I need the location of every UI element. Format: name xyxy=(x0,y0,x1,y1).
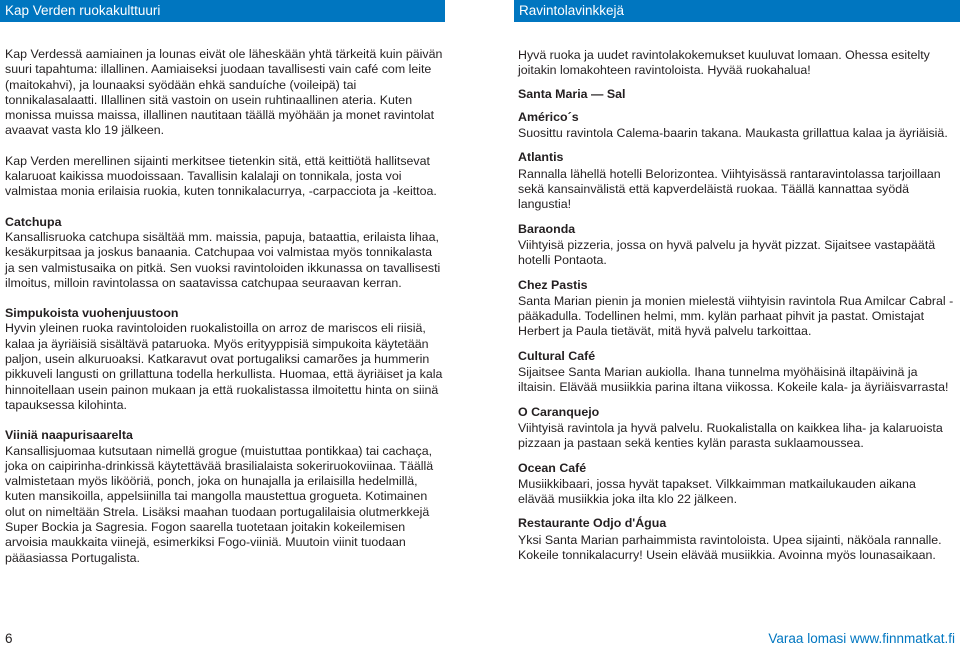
restaurant-description: Musiikkibaari, jossa hyvät tapakset. Vilkkaimman matkailukauden aikana elävää musiikkia joka ilta klo 22 jälkeen. xyxy=(518,476,916,507)
restaurant-name: Atlantis xyxy=(518,150,564,165)
catchupa-section xyxy=(5,215,445,291)
section-header-restaurant-tips: Ravintolavinkkejä xyxy=(514,0,960,22)
restaurant-description: Viihtyisä ravintola ja hyvä palvelu. Ruokalistalla on kaikkea liha- ja kalaruoista pizzaan ja pastaan sekä kenties kylän parasta suklaamoussea. xyxy=(518,420,943,451)
right-body xyxy=(514,22,954,563)
restaurant-description: Suosittu ravintola Calema-baarin takana. Maukasta grillattua kalaa ja äyriäisiä. xyxy=(518,126,948,141)
restaurant-name: Cultural Café xyxy=(518,348,596,363)
restaurant-description: Viihtyisä pizzeria, jossa on hyvä palvelu ja hyvät pizzat. Sijaitsee vastapäätä hotelli Pontaota. xyxy=(518,237,936,268)
restaurant-name: Baraonda xyxy=(518,221,576,236)
left-column xyxy=(0,0,445,581)
restaurant-description: Rannalla lähellä hotelli Belorizontea. Viihtyisässä rantaravintolassa tarjoillaan sekä kansainvälistä että kapverdeläistä ruokaa. Täällä kannattaa syödä langustia! xyxy=(518,166,941,212)
seafood-section xyxy=(5,306,445,413)
location-paragraph: Kap Verden merellinen sijainti merkitsee tietenkin sitä, että keittiötä hallitsevat kalaruoat kaikissa muodoissaan. Tavallisin kalalaji on tonnikala, josta voi valmistaa monia erilaisia ruokia, kuten tonnikalacurrya, -carpacciota ja -keittoa. xyxy=(5,153,437,199)
restaurant-name: Restaurante Odjo d'Água xyxy=(518,516,667,531)
catchupa-heading: Catchupa xyxy=(5,214,62,229)
section-header-food-culture: Kap Verden ruokakulttuuri xyxy=(0,0,445,22)
restaurant-description: Yksi Santa Marian parhaimmista ravintoloista. Upea sijainti, näköala rannalle. Kokeile tonnikalacurry! Usein elävää musiikkia. Avoinna myös lounasaikaan. xyxy=(518,532,942,563)
restaurant-entry xyxy=(518,278,954,340)
restaurant-entry xyxy=(518,461,954,508)
left-body xyxy=(0,22,445,566)
right-column xyxy=(514,0,960,563)
restaurant-entry xyxy=(518,405,954,452)
seafood-paragraph: Hyvin yleinen ruoka ravintoloiden ruokalistoilla on arroz de mariscos eli riisiä, kalaa ja äyriäisiä sisältävä pataruoka. Myös erityyppisiä simpukoita käytetään paljon, usein alkuruoaksi. Katkaravut ovat portugaliksi camarões ja hummerin pikkuveli langusti on grillattuna todella herkullista. Huomaa, että äyriäiset ja kala hinnoitellaan usein painon mukaan ja että ruokalistassa ilmoitettu hinta on siinä tapauksessa kilohinta. xyxy=(5,321,443,412)
restaurant-name: O Caranquejo xyxy=(518,404,600,419)
restaurant-name: Chez Pastis xyxy=(518,277,588,292)
page-number: 6 xyxy=(5,631,13,646)
restaurant-entry xyxy=(518,349,954,396)
booking-link[interactable]: Varaa lomasi www.finnmatkat.fi xyxy=(768,631,955,646)
seafood-heading: Simpukoista vuohenjuustoon xyxy=(5,306,179,321)
intro-paragraph: Kap Verdessä aamiainen ja lounas eivät ole läheskään yhtä tärkeitä kuin päivän suuri tapahtuma: illallinen. Aamiaiseksi juodaan tavallisesti vain café com leite (maitokahvi), ja lounaaksi syödään ehkä sanduíche (voileipä) tai tonnikalasalaatti. Illallinen sitä vastoin on usein ruhtinaallinen ateria. Kuten monissa muissa maissa, illallinen nautitaan täällä myöhään ja monet ravintolat avaavat vasta klo 19 jälkeen. xyxy=(5,47,443,138)
catchupa-paragraph: Kansallisruoka catchupa sisältää mm. maissia, papuja, bataattia, erilaista lihaa, kesäkurpitsaa ja joskus banaania. Catchupaa voi valmistaa myös tonnikalasta ja sen valmistusaika on pitkä. Sen vuoksi ravintoloiden ikkunassa on tavallisesti ilmoitus, milloin ravintolassa on saatavissa catchupaa seuraavan kerran. xyxy=(5,229,441,290)
wine-paragraph: Kansallisjuomaa kutsutaan nimellä grogue (muistuttaa pontikkaa) tai cachaça, joka on caipirinha-drinkissä käytettävää brasilialaista sokeriruokoviinaa. Täällä valmistetaan myös likööriä, ponch, joka on hunajalla ja erilaisilla hedelmillä, kuten mansikoilla, appelsiinilla tai mangolla maustettua grogueta. Kotimainen olut on nimeltään Strela. Lisäksi maahan tuodaan portugalilaisia olutmerkkejä Super Bockia ja Sagresia. Fogon saarella tuotetaan joitakin kokeilemisen arvoisia maukkaita viinejä, esimerkiksi Fogo-viiniä. Muutoin viinit tuodaan pääasiassa Portugalista. xyxy=(5,443,434,565)
island-heading: Santa Maria — Sal xyxy=(518,86,626,101)
restaurant-entry xyxy=(518,110,954,142)
restaurant-entry xyxy=(518,222,954,269)
wine-heading: Viiniä naapurisaarelta xyxy=(5,428,133,443)
restaurant-entry xyxy=(518,150,954,212)
restaurant-entry xyxy=(518,516,954,563)
restaurant-name: Ocean Café xyxy=(518,460,587,475)
restaurant-description: Sijaitsee Santa Marian aukiolla. Ihana tunnelma myöhäisinä iltapäivinä ja iltaisin. Elävää musiikkia parina iltana viikossa. Kokeile kala- ja äyriäisvarrasta! xyxy=(518,365,949,395)
restaurant-description: Santa Marian pienin ja monien mielestä viihtyisin ravintola Rua Amilcar Cabral -pääkadulla. Todellinen helmi, mm. kylän parhaat pihvit ja pastat. Omistajat Herbert ja Paula tietävät, mitä hyvä palvelu tarkoittaa. xyxy=(518,293,954,339)
tips-intro-paragraph: Hyvä ruoka ja uudet ravintolakokemukset kuuluvat lomaan. Ohessa esitelty joitakin lomakohteen ravintoloista. Hyvää ruokahalua! xyxy=(518,48,930,78)
restaurant-name: Américo´s xyxy=(518,109,579,124)
wine-section xyxy=(5,428,445,566)
